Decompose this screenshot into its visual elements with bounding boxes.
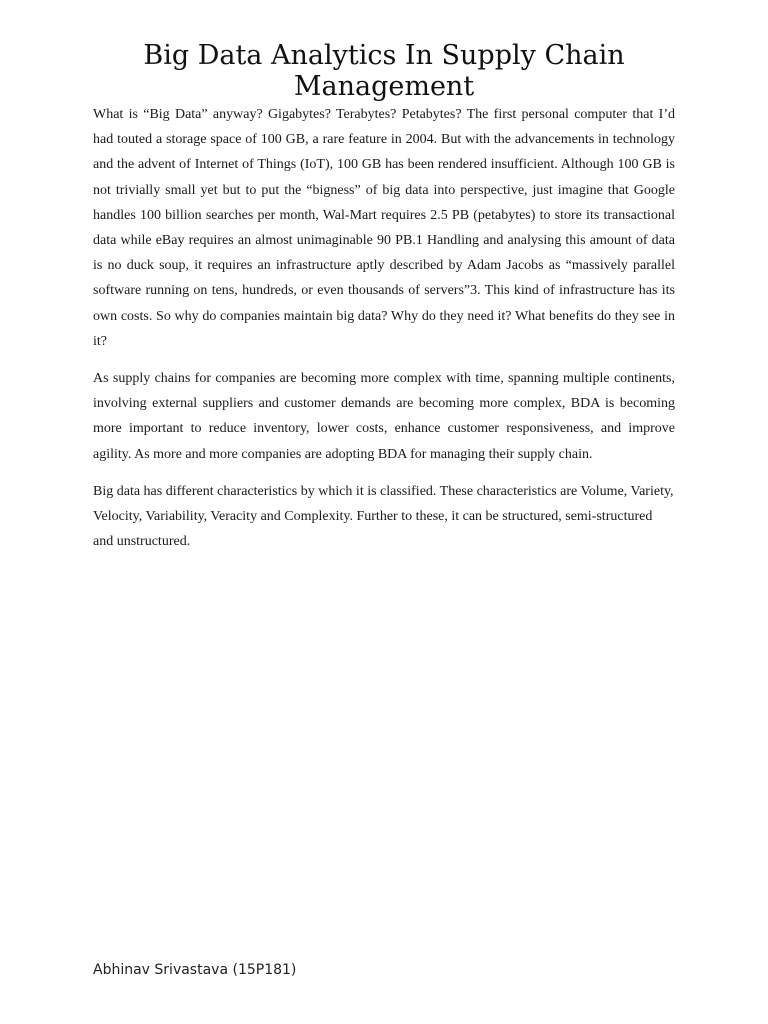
paragraph-supply-chain: As supply chains for companies are becoming more complex with time, spanning multiple continents, involving external suppliers and customer demands are becoming more complex, BDA is becoming more important to reduce inventory, lower costs, enhance customer responsiveness, and improve agility. As more and more companies are adopting BDA for managing their supply chain. xyxy=(93,371,675,462)
paragraph-big-data-intro: What is “Big Data” anyway? Gigabytes? Terabytes? Petabytes? The first personal computer that I’d had touted a storage space of 100 GB, a rare feature in 2004. But with the advancements in technology and the advent of Internet of Things (IoT), 100 GB has been rendered insufficient. Although 100 GB is not trivially small yet but to put the “bigness” of big data into perspective, just imagine that Google handles 100 billion searches per month, Wal-Mart requires 2.5 PB (petabytes) to store its transactional data while eBay requires an almost unimaginable 90 PB.1 Handling and analysing this amount of data is no duck soup, it requires an infrastructure aptly described by Adam Jacobs as “massively parallel software running on tens, hundreds, or even thousands of servers”3. This kind of infrastructure has its own costs. So why do companies maintain big data? Why do they need it? What benefits do they see in it? xyxy=(93,107,675,349)
page-footer-author: Abhinav Srivastava (15P181) xyxy=(93,962,297,978)
page-title: Big Data Analytics In Supply Chain Management xyxy=(143,40,625,102)
paragraph-characteristics: Big data has different characteristics by which it is classified. These characteristics are Volume, Variety, Velocity, Variability, Veracity and Complexity. Further to these, it can be structured, semi-structured and unstructured. xyxy=(93,483,674,550)
document-body xyxy=(93,102,675,554)
